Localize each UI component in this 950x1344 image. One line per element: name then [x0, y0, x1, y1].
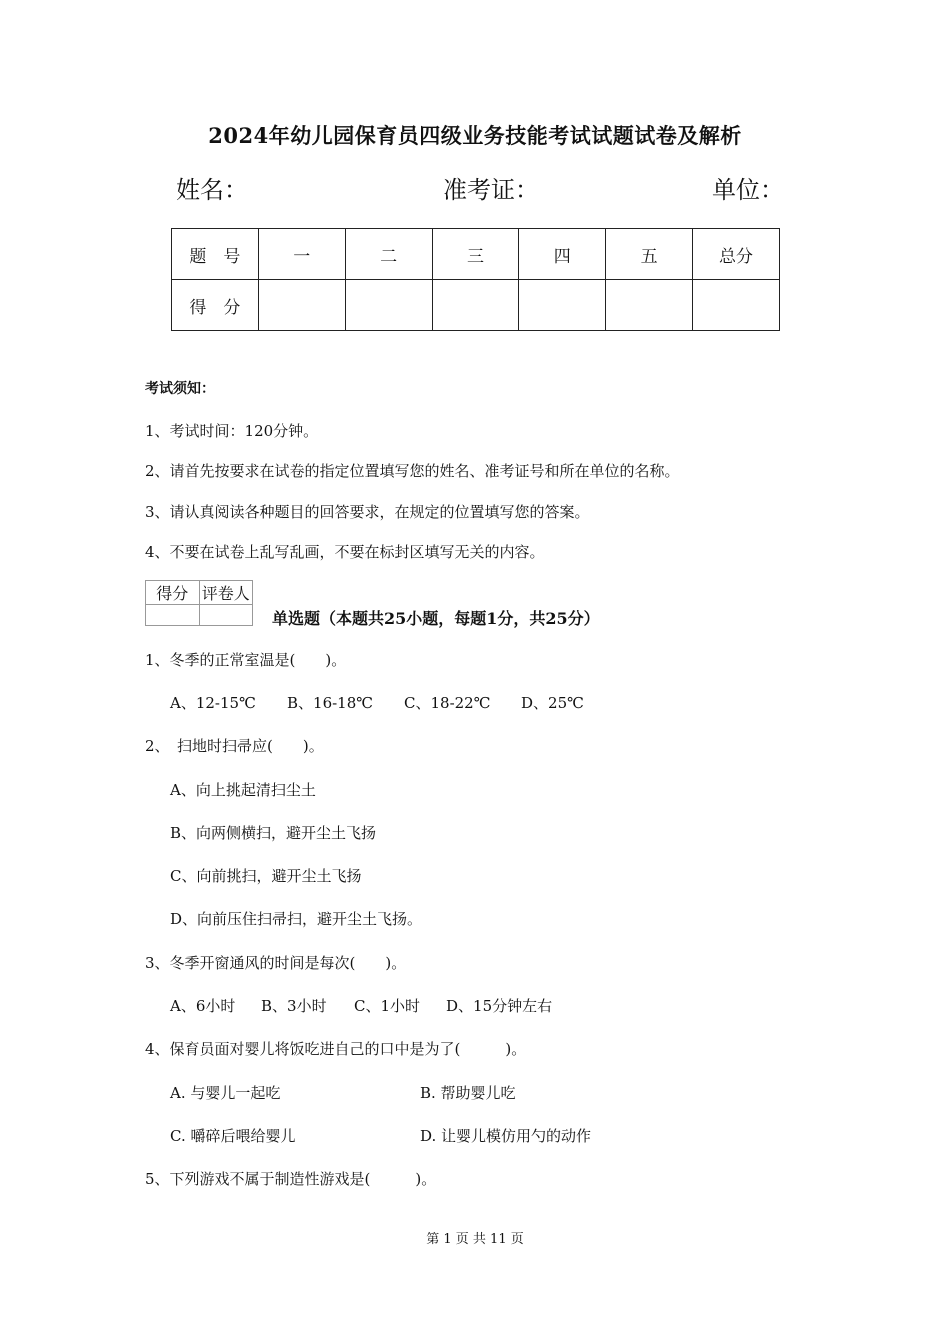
grader-score-label: 得分: [146, 581, 200, 605]
score-table-header-cell: 三: [432, 229, 519, 280]
question-stem: 3、冬季开窗通风的时间是每次( )。: [145, 954, 407, 972]
question-option: B、3小时: [261, 997, 327, 1015]
score-cell: [519, 280, 606, 331]
grader-name-cell: [199, 605, 253, 626]
question-stem: 1、冬季的正常室温是( )。: [145, 651, 347, 669]
score-row-label: 得 分: [172, 280, 259, 331]
question-option: C、向前挑扫，避开尘土飞扬: [170, 867, 362, 885]
notice-item: 4、不要在试卷上乱写乱画，不要在标封区填写无关的内容。: [145, 543, 545, 561]
question-stem: 4、保育员面对婴儿将饭吃进自己的口中是为了( )。: [145, 1040, 527, 1058]
section-heading: 单选题（本题共25小题，每题1分，共25分）: [272, 609, 600, 628]
score-table-header-cell: 五: [606, 229, 693, 280]
question-option: C、1小时: [354, 997, 421, 1015]
score-table-header-row: [172, 229, 780, 280]
name-label: 姓名：: [176, 176, 248, 204]
question-option: A. 与婴儿一起吃: [170, 1084, 281, 1102]
notice-item: 1、考试时间：120分钟。: [145, 422, 319, 440]
score-cell: [345, 280, 432, 331]
score-table-header-cell: 四: [519, 229, 606, 280]
notice-heading: 考试须知：: [145, 381, 215, 397]
question-option: D. 让婴儿模仿用勺的动作: [420, 1127, 592, 1145]
question-option: A、12-15℃: [170, 694, 256, 712]
notice-item: 2、请首先按要求在试卷的指定位置填写您的姓名、准考证号和所在单位的名称。: [145, 462, 680, 480]
question-option: C、18-22℃: [404, 694, 491, 712]
question-option: A、6小时: [170, 997, 236, 1015]
question-option: C. 嚼碎后喂给婴儿: [170, 1127, 296, 1145]
question-option: D、15分钟左右: [446, 997, 553, 1015]
score-table-header-cell: 二: [345, 229, 432, 280]
score-table-header-cell: 总分: [693, 229, 780, 280]
unit-label: 单位：: [712, 176, 784, 204]
grader-box: [145, 580, 253, 626]
score-cell: [432, 280, 519, 331]
notice-item: 3、请认真阅读各种题目的回答要求，在规定的位置填写您的答案。: [145, 503, 590, 521]
score-table-header-cell: 题 号: [172, 229, 259, 280]
score-table: [171, 228, 780, 331]
question-option: B、向两侧横扫，避开尘土飞扬: [170, 824, 377, 842]
grader-name-label: 评卷人: [199, 581, 253, 605]
page-title: 2024年幼儿园保育员四级业务技能考试试题试卷及解析: [208, 123, 742, 148]
score-cell: [693, 280, 780, 331]
question-option: D、向前压住扫帚扫，避开尘土飞扬。: [170, 910, 423, 928]
question-option: B. 帮助婴儿吃: [420, 1084, 516, 1102]
score-cell: [258, 280, 345, 331]
question-option: D、25℃: [521, 694, 584, 712]
score-cell: [606, 280, 693, 331]
page-footer: 第 1 页 共 11 页: [426, 1232, 524, 1247]
question-stem: 2、 扫地时扫帚应( )。: [145, 737, 324, 755]
grader-score-cell: [146, 605, 200, 626]
score-table-score-row: [172, 280, 780, 331]
question-stem: 5、下列游戏不属于制造性游戏是( )。: [145, 1170, 437, 1188]
question-option: B、16-18℃: [287, 694, 374, 712]
question-option: A、向上挑起清扫尘土: [170, 781, 316, 799]
exam-id-label: 准考证：: [443, 176, 539, 204]
score-table-header-cell: 一: [258, 229, 345, 280]
